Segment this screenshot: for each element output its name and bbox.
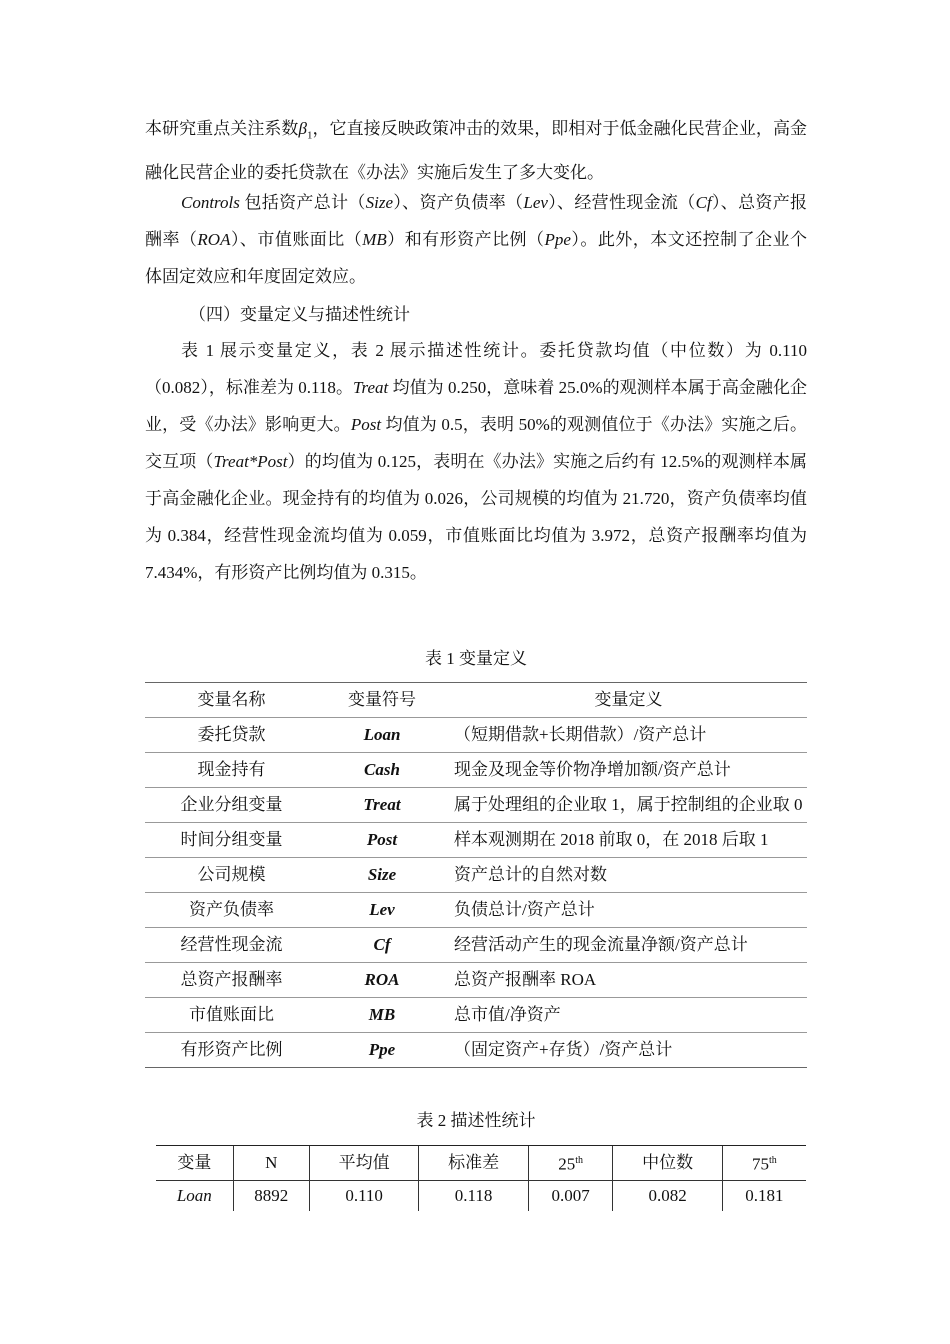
- paragraph-controls: [145, 184, 807, 295]
- stat-cell: Loan: [176, 1185, 212, 1205]
- table-header-row: [145, 683, 807, 718]
- var-symbol-cell: MB: [318, 998, 446, 1033]
- table1-caption: 表 1 变量定义: [425, 649, 527, 668]
- var-definition-cell: （短期借款+长期借款）/资产总计: [446, 718, 807, 753]
- table2-caption: 表 2 描述性统计: [416, 1111, 536, 1130]
- table-row: [145, 998, 807, 1033]
- table-row: [145, 718, 807, 753]
- var-definition-cell: 负债总计/资产总计: [446, 893, 807, 928]
- var-mb: MB: [362, 230, 387, 249]
- descriptive-stats-table: [156, 1145, 806, 1211]
- beta-subscript: 1: [306, 129, 313, 142]
- var-treat: Treat: [353, 378, 389, 397]
- var-definition-cell: 属于处理组的企业取 1，属于控制组的企业取 0: [446, 788, 807, 823]
- var-size: Size: [365, 193, 394, 212]
- header-cell: [528, 1146, 613, 1181]
- table-row: [145, 788, 807, 823]
- var-symbol-cell: Lev: [318, 893, 446, 928]
- paragraph-descriptive: [145, 332, 807, 591]
- var-name-cell: 有形资产比例: [145, 1033, 318, 1068]
- header-cell: 变量: [156, 1146, 233, 1181]
- var-definition-cell: （固定资产+存货）/资产总计: [446, 1033, 807, 1068]
- var-name-cell: 市值账面比: [145, 998, 318, 1033]
- var-symbol-cell: Cf: [318, 928, 446, 963]
- text-span: 表 1 展示变量定义，表 2 展示描述性统计。委托贷款均值（中位数）为 0.110（0.082），标准差为 0.118。: [145, 341, 807, 397]
- header-cell: 变量名称: [145, 683, 318, 718]
- var-name-cell: 委托贷款: [145, 718, 318, 753]
- header-cell: 变量定义: [446, 683, 807, 718]
- text-span: ）、市值账面比（: [230, 230, 363, 249]
- header-cell: 标准差: [419, 1146, 528, 1181]
- variable-definition-table: [145, 682, 807, 1068]
- stat-cell: 0.110: [309, 1180, 418, 1211]
- var-name-cell: 总资产报酬率: [145, 963, 318, 998]
- var-name-cell: 企业分组变量: [145, 788, 318, 823]
- header-cell: 中位数: [613, 1146, 722, 1181]
- text-span: ）的均值为 0.125，表明在《办法》实施之后约有 12.5%的观测样本属于高金融化企业。现金持有的均值为 0.026，公司规模的均值为 21.720，资产负债率均值为 0.384，经营性现金流均值为 0.059，市值账面比均值为 3.972，总资产报酬率均值为 7.434%，有形资产比例均值为 0.315。: [145, 452, 807, 582]
- header-cell: N: [233, 1146, 309, 1181]
- header-text: 75: [752, 1154, 770, 1174]
- table-row: [145, 1033, 807, 1068]
- var-symbol-cell: Ppe: [318, 1033, 446, 1068]
- header-cell: 变量符号: [318, 683, 446, 718]
- stat-cell: 0.082: [613, 1180, 722, 1211]
- header-cell: 平均值: [309, 1146, 418, 1181]
- table-row: [145, 928, 807, 963]
- table-row: [145, 823, 807, 858]
- var-name-cell: 资产负债率: [145, 893, 318, 928]
- table-row: [145, 893, 807, 928]
- var-definition-cell: 样本观测期在 2018 前取 0，在 2018 后取 1: [446, 823, 807, 858]
- text-span: 均值为 0.250，意味着 25.0%的观测样本属于高金融化企业，受《办法》影响更大。: [145, 378, 807, 434]
- text-span: 本研究重点关注系数: [145, 119, 299, 138]
- table-row: [145, 963, 807, 998]
- stat-cell: 0.181: [722, 1180, 806, 1211]
- var-lev: Lev: [523, 193, 548, 212]
- text-span: ，它直接反映政策冲击的效果，即相对于低金融化民营企业，高金融化民营企业的委托贷款在《办法》实施后发生了多大变化。: [145, 119, 808, 183]
- text-span: ）、资产负债率（: [393, 193, 524, 212]
- var-symbol-cell: Loan: [318, 718, 446, 753]
- stat-cell: 0.007: [528, 1180, 613, 1211]
- var-definition-cell: 现金及现金等价物净增加额/资产总计: [446, 753, 807, 788]
- text-span: ）、经营性现金流（: [547, 193, 696, 212]
- text-span: 包括资产总计（: [239, 193, 366, 212]
- text-span: ）和有形资产比例（: [386, 230, 545, 249]
- controls-term: Controls: [181, 193, 240, 212]
- var-symbol-cell: Post: [318, 823, 446, 858]
- text-span: 均值为 0.5，表明 50%的观测值位于《办法》实施之后。交互项（: [145, 415, 808, 471]
- var-treat-post: Treat*Post: [213, 452, 288, 471]
- stat-cell: 0.118: [419, 1180, 528, 1211]
- var-definition-cell: 总资产报酬率 ROA: [446, 963, 807, 998]
- header-text: 25: [558, 1154, 576, 1174]
- table-header-row: [156, 1146, 806, 1181]
- table-row: [145, 858, 807, 893]
- var-name-cell: 公司规模: [145, 858, 318, 893]
- header-superscript: th: [769, 1155, 777, 1166]
- var-ppe: Ppe: [544, 230, 571, 249]
- var-symbol-cell: Cash: [318, 753, 446, 788]
- var-roa: ROA: [197, 230, 231, 249]
- var-cf: Cf: [695, 193, 712, 212]
- text-span: ）。此外，本文还控制了企业个体固定效应和年度固定效应。: [145, 230, 808, 286]
- var-definition-cell: 总市值/净资产: [446, 998, 807, 1033]
- var-definition-cell: 经营活动产生的现金流量净额/资产总计: [446, 928, 807, 963]
- table-row: [156, 1180, 806, 1211]
- var-name-cell: 经营性现金流: [145, 928, 318, 963]
- var-definition-cell: 资产总计的自然对数: [446, 858, 807, 893]
- table-row: [145, 753, 807, 788]
- var-post: Post: [350, 415, 382, 434]
- section-heading: （四）变量定义与描述性统计: [189, 305, 410, 324]
- stat-cell: 8892: [233, 1180, 309, 1211]
- paragraph-coefficient: [145, 110, 807, 191]
- var-symbol-cell: Treat: [318, 788, 446, 823]
- header-superscript: th: [575, 1155, 583, 1166]
- beta-symbol: β: [298, 119, 307, 138]
- var-name-cell: 时间分组变量: [145, 823, 318, 858]
- var-symbol-cell: ROA: [318, 963, 446, 998]
- var-name-cell: 现金持有: [145, 753, 318, 788]
- text-span: ）、总资产报酬率（: [145, 193, 808, 249]
- var-symbol-cell: Size: [318, 858, 446, 893]
- header-cell: [722, 1146, 806, 1181]
